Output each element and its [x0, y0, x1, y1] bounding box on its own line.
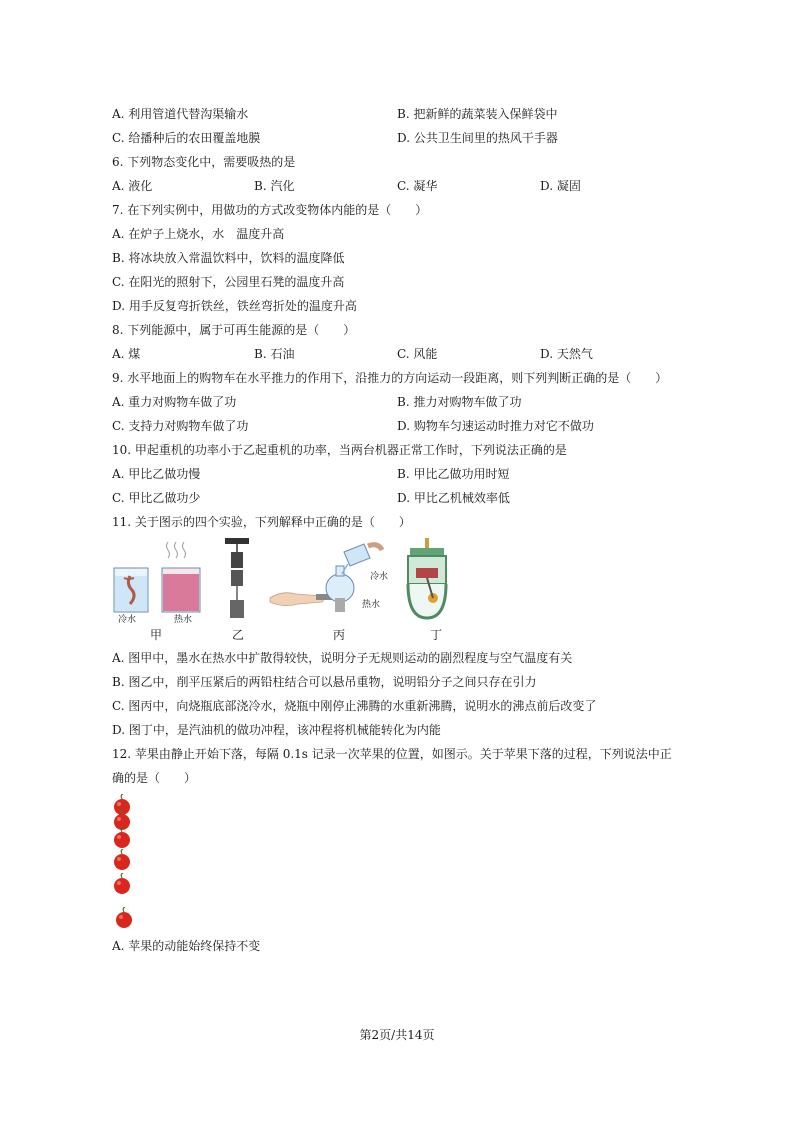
- flask-cold-label: 冷水: [370, 572, 389, 582]
- q11-option-a: A. 图甲中，墨水在热水中扩散得较快，说明分子无规则运动的剧烈程度与空气温度有关: [112, 651, 573, 665]
- q12-option-a: A. 苹果的动能始终保持不变: [112, 939, 261, 953]
- figure-yi-label: 乙: [232, 628, 245, 642]
- flask-boiling-figure: [268, 542, 398, 626]
- q7-option-b: B. 将冰块放入常温饮料中，饮料的温度降低: [112, 251, 345, 265]
- q8-option-c: C. 风能: [397, 347, 438, 361]
- beaker-hot-label: 热水: [174, 615, 193, 625]
- q11-option-b: B. 图乙中，削平压紧后的两铅柱结合可以悬吊重物，说明铅分子之间只存在引力: [112, 675, 537, 689]
- q12-stem-line2: 确的是（ ）: [112, 771, 197, 785]
- engine-cylinder-figure: [406, 538, 448, 624]
- q10-option-d: D. 甲比乙机械效率低: [397, 491, 510, 505]
- figure-jia-label: 甲: [150, 628, 163, 642]
- q7-stem: 7. 在下列实例中，用做功的方式改变物体内能的是（ ）: [112, 203, 428, 217]
- q11-option-d: D. 图丁中，是汽油机的做功冲程，该冲程将机械能转化为内能: [112, 723, 441, 737]
- q6-option-d: D. 凝固: [540, 179, 581, 193]
- apple-icon: [113, 907, 135, 929]
- q10-option-c: C. 甲比乙做功少: [112, 491, 201, 505]
- q5-option-c: C. 给播种后的农田覆盖地膜: [112, 131, 261, 145]
- q8-option-a: A. 煤: [112, 347, 141, 361]
- q10-stem: 10. 甲起重机的功率小于乙起重机的功率，当两台机器正常工作时，下列说法正确的是: [112, 443, 567, 457]
- beaker-cold-label: 冷水: [118, 615, 137, 625]
- q7-option-c: C. 在阳光的照射下，公园里石凳的温度升高: [112, 275, 345, 289]
- q9-option-d: D. 购物车匀速运动时推力对它不做功: [397, 419, 594, 433]
- q7-option-a: A. 在炉子上烧水，水 温度升高: [112, 227, 285, 241]
- q5-option-d: D. 公共卫生间里的热风干手器: [397, 131, 558, 145]
- q6-stem: 6. 下列物态变化中，需要吸热的是: [112, 155, 296, 169]
- q9-option-b: B. 推力对购物车做了功: [397, 395, 522, 409]
- q9-option-c: C. 支持力对购物车做了功: [112, 419, 249, 433]
- q6-option-b: B. 汽化: [254, 179, 295, 193]
- lead-cylinders-figure: [222, 538, 252, 626]
- q11-option-c: C. 图丙中，向烧瓶底部浇冷水，烧瓶中刚停止沸腾的水重新沸腾，说明水的沸点前后改变了: [112, 699, 597, 713]
- q6-option-a: A. 液化: [112, 179, 153, 193]
- q9-option-a: A. 重力对购物车做了功: [112, 395, 237, 409]
- q10-option-a: A. 甲比乙做功慢: [112, 467, 201, 481]
- q11-stem: 11. 关于图示的四个实验，下列解释中正确的是（ ）: [112, 515, 411, 529]
- q9-stem: 9. 水平地面上的购物车在水平推力的作用下，沿推力的方向运动一段距离，则下列判断正确的是（ ）: [112, 371, 668, 385]
- q7-option-d: D. 用手反复弯折铁丝，铁丝弯折处的温度升高: [112, 299, 357, 313]
- q6-option-c: C. 凝华: [397, 179, 438, 193]
- flask-hot-label: 热水: [362, 600, 381, 610]
- page-footer: 第2页/共14页: [359, 1028, 435, 1042]
- apple-icon: [111, 873, 133, 895]
- apple-icon: [111, 827, 133, 849]
- q8-stem: 8. 下列能源中，属于可再生能源的是（ ）: [112, 323, 356, 337]
- q5-option-b: B. 把新鲜的蔬菜装入保鲜袋中: [397, 107, 558, 121]
- q8-option-b: B. 石油: [254, 347, 295, 361]
- q12-stem-line1: 12. 苹果由静止开始下落，每隔 0.1s 记录一次苹果的位置，如图示。关于苹果下落的过程，下列说法中正: [112, 747, 672, 761]
- apple-icon: [111, 849, 133, 871]
- q5-option-a: A. 利用管道代替沟渠输水: [112, 107, 249, 121]
- q10-option-b: B. 甲比乙做功用时短: [397, 467, 510, 481]
- figure-bing-label: 丙: [333, 628, 346, 642]
- q8-option-d: D. 天然气: [540, 347, 593, 361]
- figure-ding-label: 丁: [430, 628, 443, 642]
